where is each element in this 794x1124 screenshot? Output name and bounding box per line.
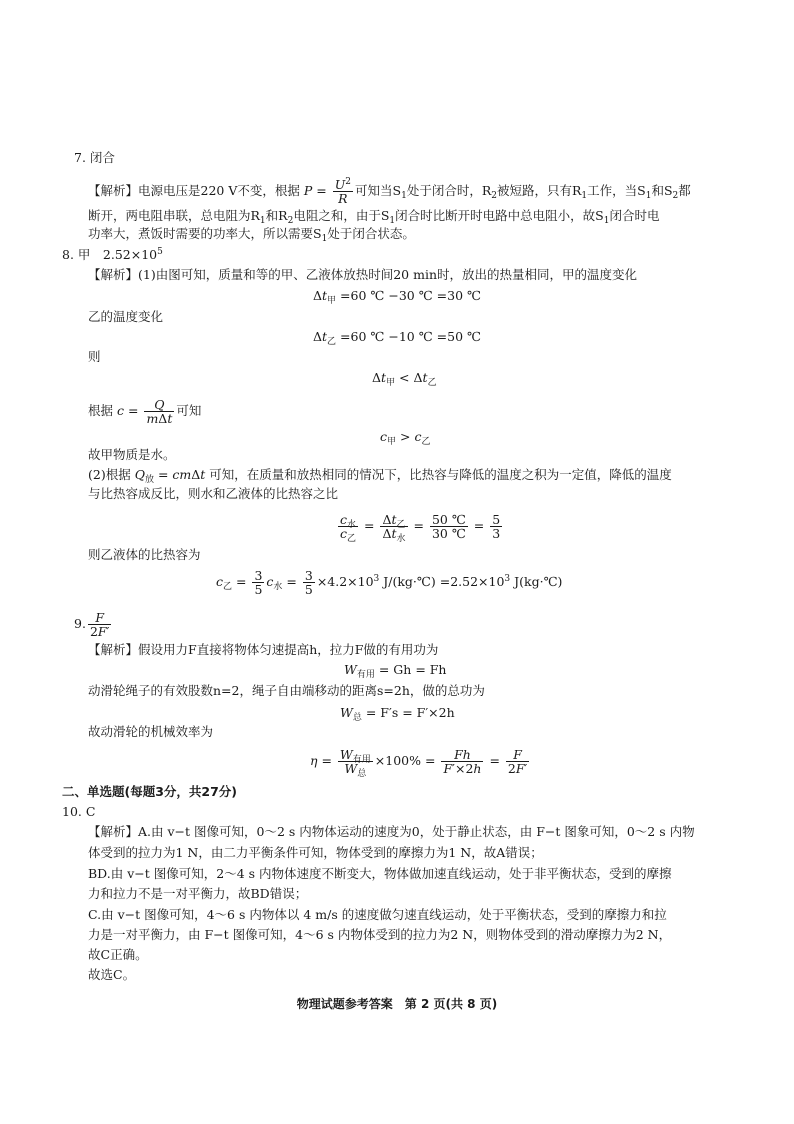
q10-answer: 10. C xyxy=(62,804,96,819)
q8-line-1: 【解析】(1)由图可知，质量和等的甲、乙液体放热时间20 min时，放出的热量相同，甲的温度变化 xyxy=(88,267,638,282)
q8-line-7: 与比热容成反比，则水和乙液体的比热容之比 xyxy=(88,486,339,501)
q9-line-3: 故动滑轮的机械效率为 xyxy=(88,724,214,739)
q10-line-8: 故选C。 xyxy=(88,967,136,982)
q9-eq-w-useful: $W_{有用} = Gh = Fh$ xyxy=(344,662,447,680)
q8-eq-c-yi: $c_乙$ = $\frac{3}{5}$ $c_水$ = $\frac{3}{5}$ $\times 4.2\times 10^3$ J/(kg·℃) $=2.52\times 10^3$ J(kg·℃) xyxy=(216,568,563,597)
q7-answer: 7. 闭合 xyxy=(74,150,115,165)
q9-line-1: 【解析】假设用力F直接将物体匀速提高h，拉力F做的有用功为 xyxy=(88,642,439,657)
q9-analysis-tag: 【解析】 xyxy=(88,642,139,657)
q8-eq-delta-t-yi: $\Delta t_乙 =60$ ℃ −10 ℃ =50 ℃ xyxy=(312,329,482,347)
q10-line-3: BD.由 v−t 图像可知，2～4 s 内物体速度不断变大，物体做加速直线运动，处于非平衡状态，受到的摩擦 xyxy=(88,866,672,881)
power-formula: P = $\frac{U^2}{R}$ xyxy=(303,177,351,206)
q9-eq-efficiency: η = $\frac{W_{有用}}{W_总}$ ×100% = $\frac{Fh}{F'\times 2h}$ = $\frac{F}{2F'}$ xyxy=(310,747,528,779)
q8-line-8: 则乙液体的比热容为 xyxy=(88,547,201,562)
q8-line-2: 乙的温度变化 xyxy=(88,309,164,324)
q10-line-1: 【解析】A.由 v−t 图像可知，0～2 s 内物体运动的速度为0，处于静止状态，由 F−t 图象可知，0～2 s 内物 xyxy=(88,824,695,839)
q8-eq-compare-dt: $\Delta t_甲 < \Delta t_乙$ xyxy=(372,370,437,388)
q8-answer: 8. 甲 $2.52\times 10^5$ xyxy=(62,247,163,262)
page-footer: 物理试题参考答案 第 2 页(共 8 页) xyxy=(296,997,498,1011)
q7-line-3: 功率大，煮饭时需要的功率大，所以需要$S_1$处于闭合状态。 xyxy=(88,226,415,244)
q9-eq-w-total: $W_总 = F's = F'\times 2h$ xyxy=(340,705,455,723)
q8-eq-ratio: $\frac{c_水}{c_乙}$ = $\frac{\Delta t_乙}{\Delta t_水}$ = $\frac{50 ℃}{30 ℃}$ = $\frac{5}{3}$ xyxy=(340,512,501,544)
q8-analysis-tag: 【解析】 xyxy=(88,267,139,282)
q8-line-6: (2)根据 $Q_放 = cm\Delta t$ 可知，在质量和放热相同的情况下，比热容与降低的温度之积为一定值，降低的温度 xyxy=(88,467,672,485)
specific-heat-formula: c = $\frac{Q}{\text{mΔt}}$ xyxy=(117,397,173,426)
q10-line-7: 故C正确。 xyxy=(88,947,148,962)
q10-line-6: 力是一对平衡力，由 F−t 图像可知，4～6 s 内物体受到的拉力为2 N，则物体受到的滑动摩擦力为2 N， xyxy=(88,927,672,942)
q9-line-2: 动滑轮绳子的有效股数n=2，绳子自由端移动的距离s=2h，做的总功为 xyxy=(88,683,485,698)
section-title-single-choice: 二、单选题(每题3分，共27分) xyxy=(62,784,238,799)
q10-line-4: 力和拉力不是一对平衡力，故BD错误； xyxy=(88,886,308,901)
q7-line-1: 【解析】电源电压是220 V不变，根据 P = $\frac{U^2}{R}$ 可知当$S_1$处于闭合时，$R_2$被短路，只有$R_1$工作，当$S_1$和$S_2$都 xyxy=(88,177,691,206)
q10-line-5: C.由 v−t 图像可知，4～6 s 内物体以 4 m/s 的速度做匀速直线运动，处于平衡状态，受到的摩擦力和拉 xyxy=(88,907,667,922)
q8-eq-delta-t-jia: $\Delta t_甲 =60$ ℃ −30 ℃ =30 ℃ xyxy=(312,288,482,306)
q10-line-2: 体受到的拉力为1 N，由二力平衡条件可知，物体受到的摩擦力为1 N，故A错误； xyxy=(88,845,543,860)
q9-answer: 9. $\frac{F}{2F'}$ xyxy=(74,610,110,639)
q8-line-4: 根据 c = $\frac{Q}{\text{mΔt}}$ 可知 xyxy=(88,397,202,426)
q8-eq-compare-c: $c_甲 > c_乙$ xyxy=(380,429,431,447)
q7-line-2: 断开，两电阻串联，总电阻为$R_1$和$R_2$电阻之和，由于$S_1$闭合时比断开时电路中总电阻小，故$S_1$闭合时电 xyxy=(88,208,660,226)
q8-line-5: 故甲物质是水。 xyxy=(88,447,176,462)
q7-analysis-tag: 【解析】 xyxy=(88,183,139,198)
q8-line-3: 则 xyxy=(88,349,101,364)
